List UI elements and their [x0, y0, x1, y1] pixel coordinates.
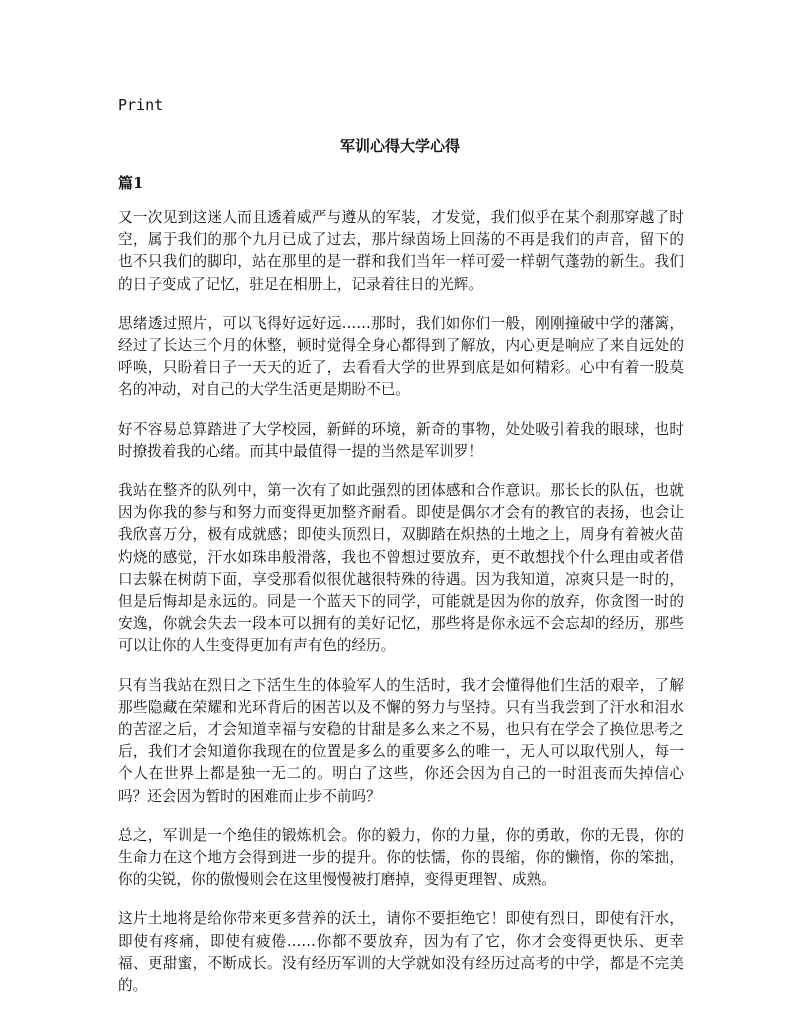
paragraph-2: 思绪透过照片，可以飞得好远好远……那时，我们如你们一般，刚刚撞破中学的藩篱，经过了长达三个月的休整，顿时觉得全身心都得到了解放，内心更是响应了来自远处的呼唤，只盼着日子一天天的近了，去看看大学的世界到底是如何精彩。心中有着一股莫名的冲动，对自己的大学生活更是期盼不已。	[118, 314, 684, 399]
paragraph-1: 又一次见到这迷人而且透着威严与遵从的军装，才发觉，我们似乎在某个刹那穿越了时空，属于我们的那个九月已成了过去，那片绿茵场上回荡的不再是我们的声音，留下的也不只我们的脚印，站在那里的是一群和我们当年一样可爱一样朝气蓬勃的新生。我们的日子变成了记忆，驻足在相册上，记录着往日的光辉。	[118, 209, 684, 293]
section-heading: 篇1	[118, 174, 144, 192]
document-body	[118, 207, 684, 1014]
paragraph-6: 总之，军训是一个绝佳的锻炼机会。你的毅力，你的力量，你的勇敢，你的无畏，你的生命力在这个地方会得到进一步的提升。你的怯懦，你的畏缩，你的懒惰，你的笨拙，你的尖锐，你的傲慢则会在这里慢慢被打磨掉，变得更理智、成熟。	[118, 826, 684, 889]
paragraph-3: 好不容易总算踏进了大学校园，新鲜的环境，新奇的事物，处处吸引着我的眼球，也时时撩拨着我的心绪。而其中最值得一提的当然是军训罗！	[118, 420, 684, 460]
paragraph-5: 只有当我站在烈日之下活生生的体验军人的生活时，我才会懂得他们生活的艰辛，了解那些隐藏在荣耀和光环背后的困苦以及不懈的努力与坚持。只有当我尝到了汗水和泪水的苦涩之后，才会知道幸福与安稳的甘甜是多么来之不易，也只有在学会了换位思考之后，我们才会知道你我现在的位置是多么的重要多么的唯一，无人可以取代别人，每一个人在世界上都是独一无二的。明白了这些，你还会因为自己的一时沮丧而失掉信心吗？还会因为暂时的困难而止步不前吗？	[118, 676, 684, 805]
print-label: Print	[118, 96, 164, 114]
paragraph-4: 我站在整齐的队列中，第一次有了如此强烈的团体感和合作意识。那长长的队伍，也就因为你我的参与和努力而变得更加整齐耐看。即使是偶尔才会有的教官的表扬，也会让我欣喜万分，极有成就感；即使头顶烈日，双脚踏在炽热的土地之上，周身有着被火苗灼烧的感觉，汗水如珠串般滑落，我也不曾想过要放弃，更不敢想找个什么理由或者借口去躲在树荫下面，享受那看似很优越很特殊的待遇。因为我知道，凉爽只是一时的，但是后悔却是永远的。同是一个蓝天下的同学，可能就是因为你的放弃，你贪图一时的安逸，你就会失去一段本可以拥有的美好记忆，那些将是你永远不会忘却的经历，那些可以让你的人生变得更加有声有色的经历。	[118, 482, 684, 655]
paragraph-7: 这片土地将是给你带来更多营养的沃土，请你不要拒绝它！即使有烈日，即使有汗水，即使有疼痛，即使有疲倦……你都不要放弃，因为有了它，你才会变得更快乐、更幸福、更甜蜜，不断成长。没有经历军训的大学就如没有经历过高考的中学，都是不完美的。	[118, 910, 684, 995]
document-title: 军训心得大学心得	[339, 137, 460, 155]
